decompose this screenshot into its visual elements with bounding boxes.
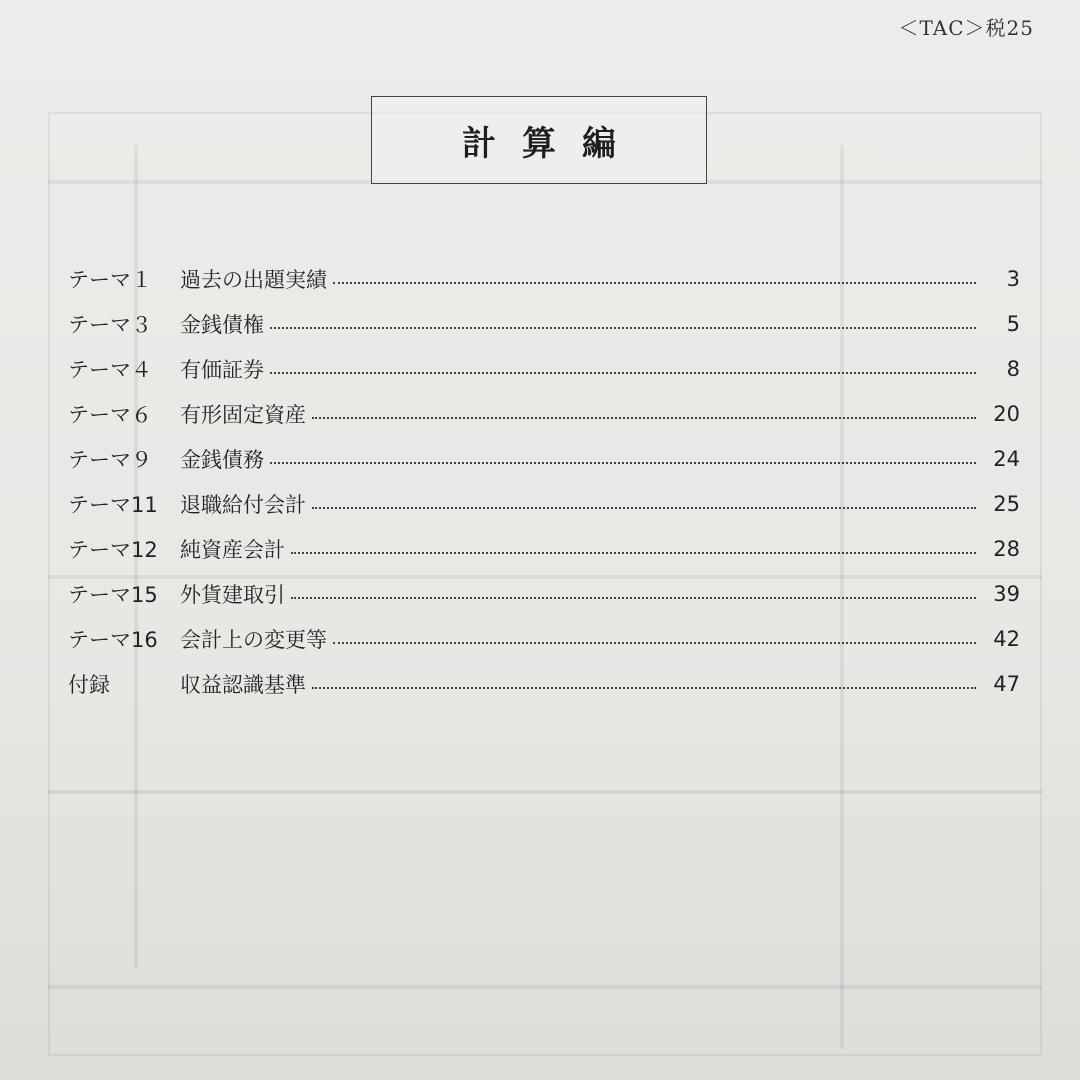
toc-leader-dots (291, 597, 976, 599)
toc-leader-dots (312, 417, 976, 419)
toc-leader-dots (291, 552, 976, 554)
toc-leader-dots (312, 507, 976, 509)
toc-entry-page-number: 39 (993, 581, 1020, 606)
toc-entry-title: 金銭債権 (180, 312, 264, 337)
toc-entry (68, 346, 1020, 391)
toc-entry-label: テーマ４ (68, 357, 152, 382)
toc-entry-label: テーマ15 (68, 582, 158, 607)
toc-entry-page-number: 8 (1006, 356, 1020, 381)
book-reference: ＜TAC＞税25 (898, 16, 1034, 40)
toc-entry-label: テーマ11 (68, 492, 158, 517)
toc-entry-page-number: 5 (1006, 311, 1020, 336)
toc-entry (68, 571, 1020, 616)
toc-entry-page-number: 25 (993, 491, 1020, 516)
toc-leader-dots (270, 372, 976, 374)
toc-entry-label: テーマ６ (68, 402, 152, 427)
toc-entry (68, 256, 1020, 301)
toc-entry-page-number: 24 (993, 446, 1020, 471)
toc-entry (68, 616, 1020, 661)
toc-entry-title: 退職給付会計 (180, 492, 306, 517)
toc-entry-title: 過去の出題実績 (180, 267, 327, 292)
toc-entry-label: テーマ12 (68, 537, 158, 562)
toc-entry-title: 有形固定資産 (180, 402, 306, 427)
toc-entry-page-number: 42 (993, 626, 1020, 651)
toc-entry (68, 661, 1020, 706)
toc-leader-dots (333, 642, 976, 644)
toc-entry-label: テーマ３ (68, 312, 152, 337)
toc-entry-title: 有価証券 (180, 357, 264, 382)
section-title: 計算編 (462, 123, 642, 164)
section-title-box (371, 96, 707, 184)
toc-entry-title: 純資産会計 (180, 537, 285, 562)
toc-entry-label: 付録 (68, 672, 110, 697)
toc-leader-dots (270, 327, 976, 329)
toc-entry-label: テーマ16 (68, 627, 158, 652)
toc-entry-label: テーマ９ (68, 447, 152, 472)
toc-entry-title: 収益認識基準 (180, 672, 306, 697)
toc-leader-dots (333, 282, 976, 284)
toc-entry-page-number: 28 (993, 536, 1020, 561)
toc-leader-dots (312, 687, 976, 689)
toc-entry (68, 481, 1020, 526)
toc-entry-title: 会計上の変更等 (180, 627, 327, 652)
toc-entry-page-number: 20 (993, 401, 1020, 426)
toc-entry (68, 301, 1020, 346)
toc-leader-dots (270, 462, 976, 464)
toc-entry-title: 金銭債務 (180, 447, 264, 472)
toc-entry-page-number: 47 (993, 671, 1020, 696)
toc-entry-page-number: 3 (1006, 266, 1020, 291)
toc-entry-label: テーマ１ (68, 267, 152, 292)
table-of-contents (68, 256, 1020, 706)
toc-entry (68, 391, 1020, 436)
toc-entry-title: 外貨建取引 (180, 582, 285, 607)
toc-entry (68, 436, 1020, 481)
toc-entry (68, 526, 1020, 571)
